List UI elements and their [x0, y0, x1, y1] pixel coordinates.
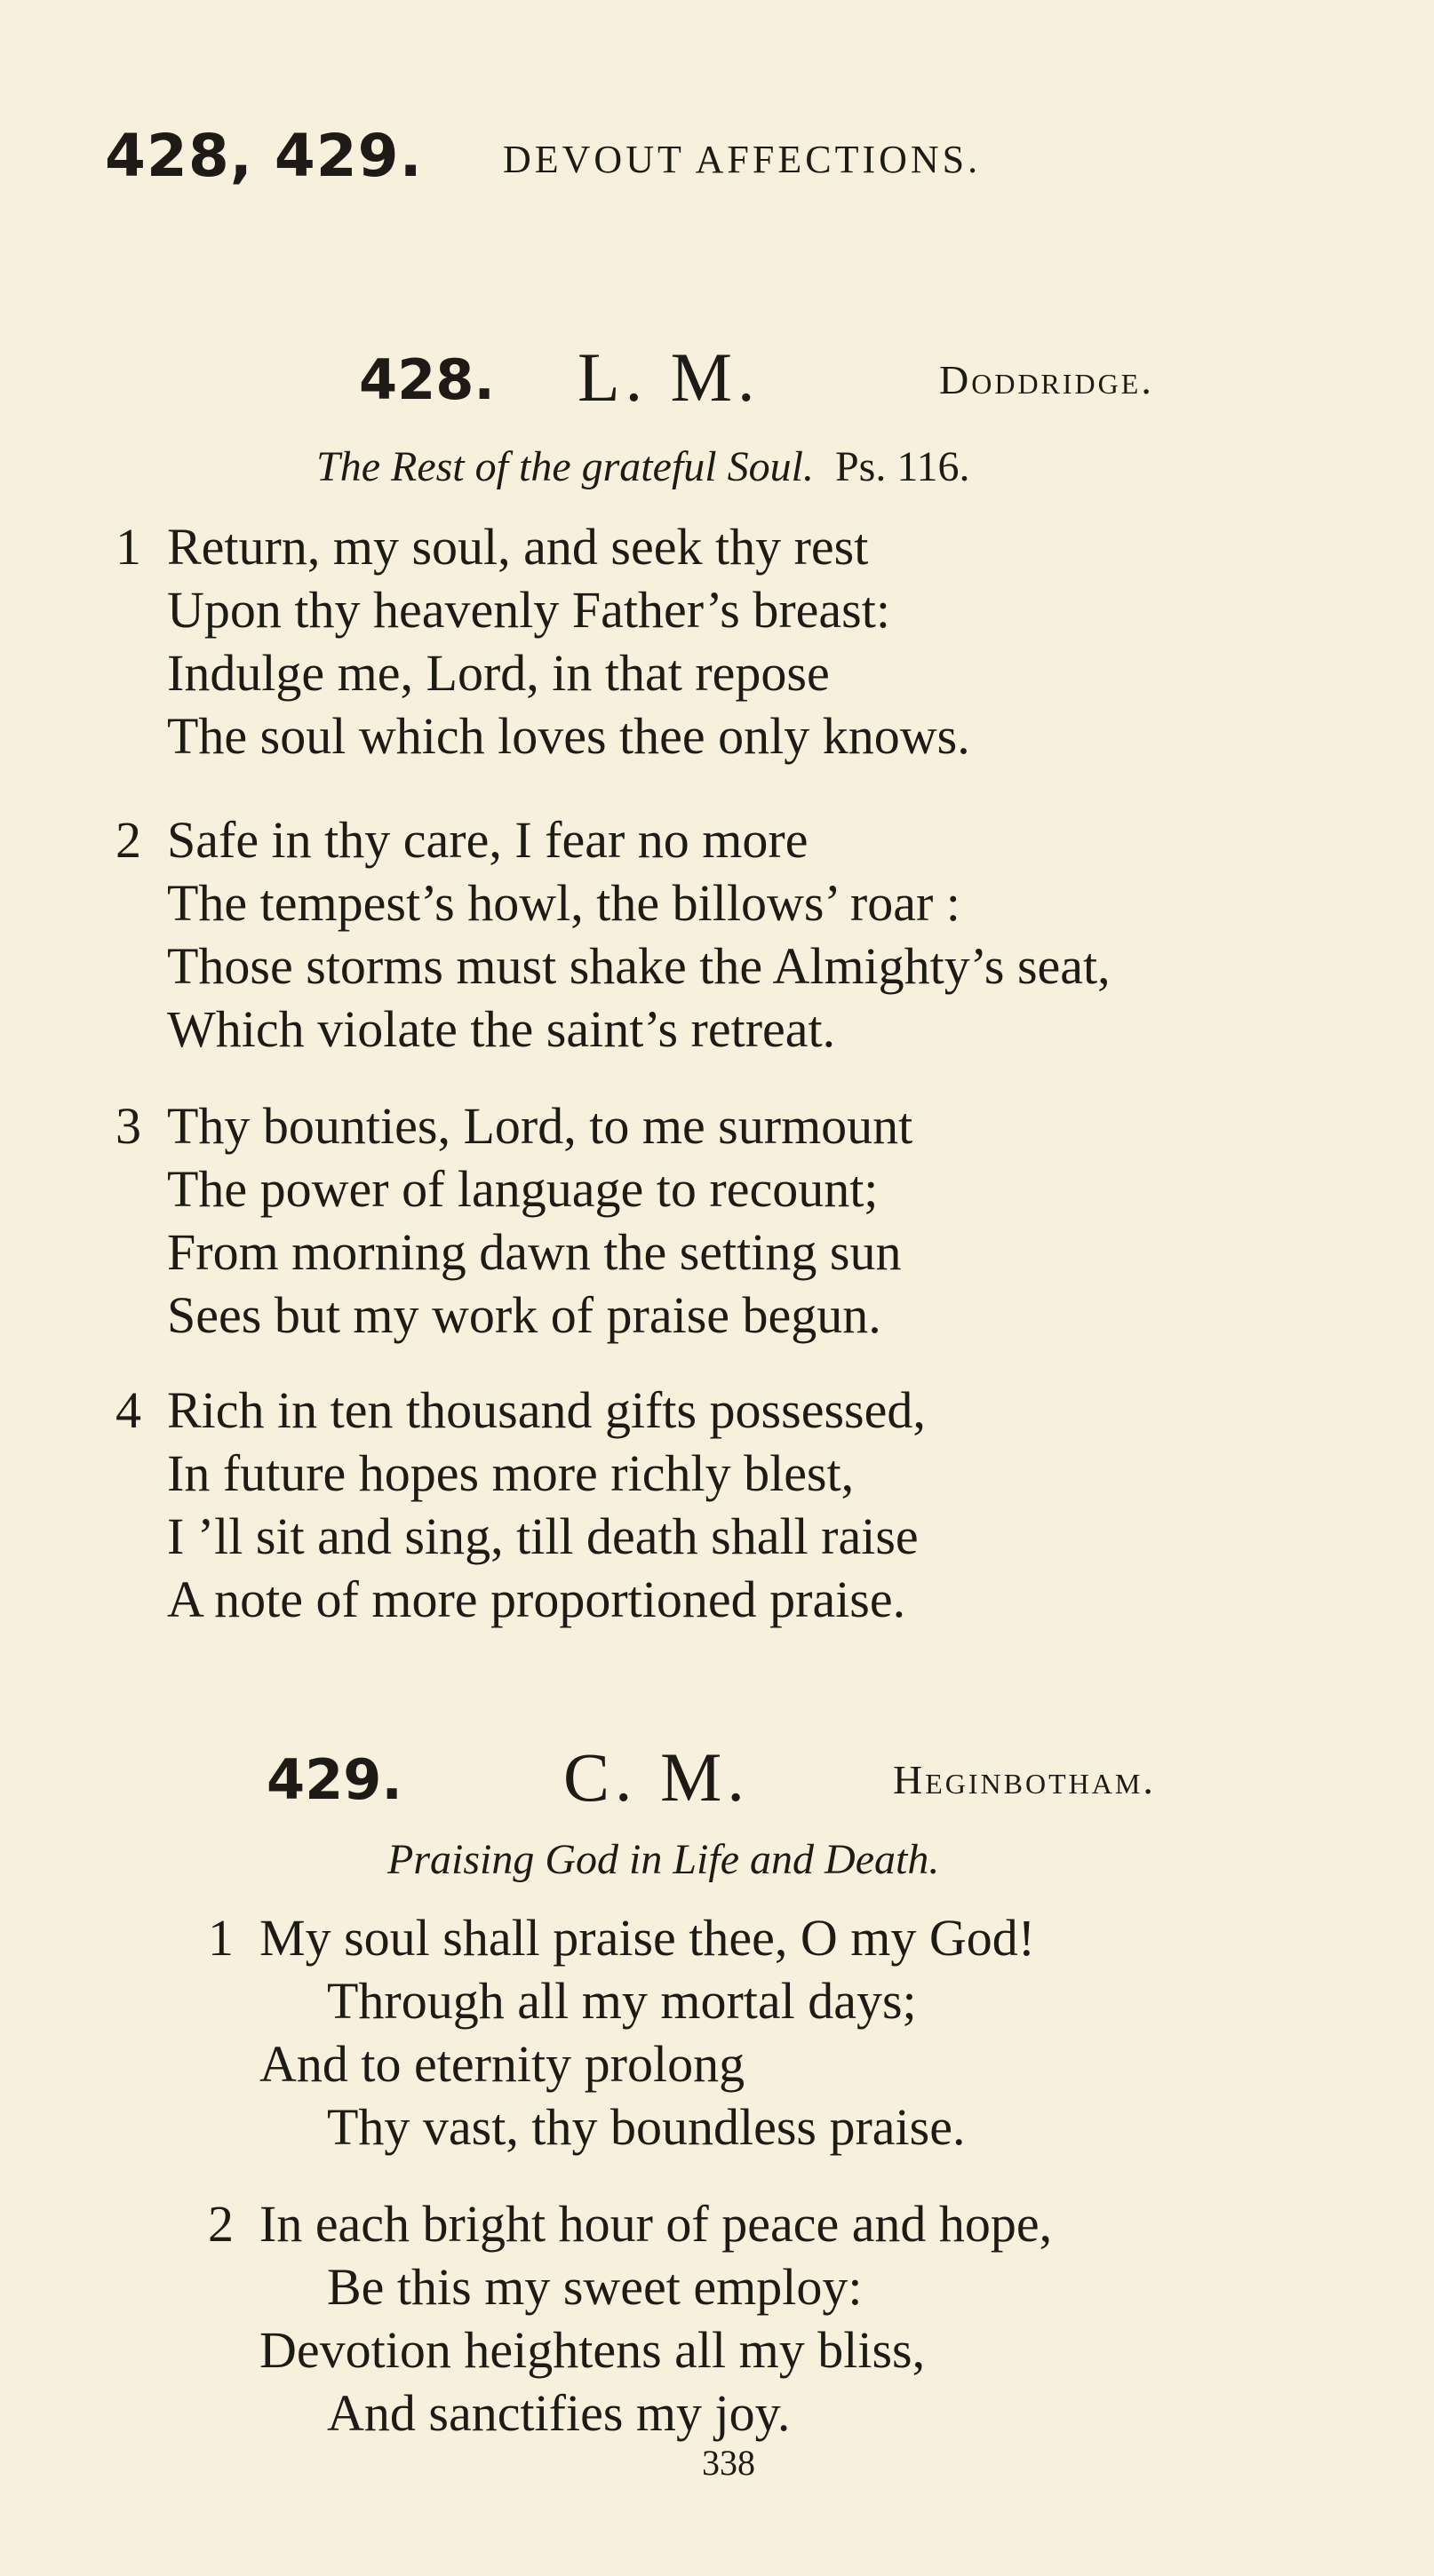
- stanza: [116, 1094, 913, 1347]
- verse-line: Devotion heightens all my bliss,: [259, 2321, 926, 2379]
- page-number: 338: [702, 2443, 755, 2483]
- verse-line: Through all my mortal days;: [327, 1972, 917, 2030]
- verse-line: 1 Return, my soul, and seek thy rest: [167, 515, 970, 578]
- hymn-author: Doddridge.: [939, 357, 1154, 402]
- verse-line: 3 Thy bounties, Lord, to me surmount: [167, 1094, 912, 1157]
- stanza-number: 1: [208, 1909, 234, 1967]
- verse-line: From morning dawn the setting sun: [167, 1223, 902, 1281]
- verse-line: Which violate the saint’s retreat.: [167, 1000, 836, 1058]
- verse-line: Indulge me, Lord, in that repose: [167, 644, 830, 702]
- hymn-subtitle-text: Praising God in Life and Death.: [387, 1836, 940, 1883]
- running-head-numbers: 428, 429.: [105, 122, 423, 190]
- hymn-subtitle: [387, 1833, 939, 1887]
- stanza: [116, 808, 1111, 1061]
- verse-line: And to eternity prolong: [259, 2035, 745, 2093]
- hymn-number: 429.: [267, 1747, 402, 1812]
- verse-line: 1 My soul shall praise thee, O my God!: [259, 1906, 1035, 1969]
- verse-line: I ’ll sit and sing, till death shall raise: [167, 1507, 919, 1565]
- stanza-number: 4: [116, 1381, 141, 1439]
- hymn-author: Heginbotham.: [893, 1757, 1156, 1802]
- verse-line: A note of more proportioned praise.: [167, 1570, 906, 1628]
- stanza: [208, 1906, 1036, 2159]
- verse-line: And sanctifies my joy.: [327, 2384, 791, 2442]
- verse-line: The tempest’s howl, the billows’ roar :: [167, 874, 960, 932]
- stanza-number: 2: [116, 811, 141, 869]
- stanza-number: 3: [116, 1097, 141, 1155]
- stanza: [116, 515, 970, 767]
- stanza-number: 1: [116, 518, 141, 576]
- verse-line: Those storms must shake the Almighty’s seat,: [167, 937, 1111, 995]
- hymn-subtitle: [316, 441, 970, 494]
- verse-line: 2 Safe in thy care, I fear no more: [167, 808, 1111, 871]
- hymn-subtitle-ref: Ps. 116.: [834, 443, 970, 490]
- stanza: [208, 2192, 1053, 2445]
- verse-line: 4 Rich in ten thousand gifts possessed,: [167, 1379, 926, 1442]
- hymn-meter: C. M.: [563, 1738, 750, 1816]
- running-head-title: DEVOUT AFFECTIONS.: [503, 138, 982, 181]
- verse-line: 2 In each bright hour of peace and hope,: [259, 2192, 1052, 2255]
- hymn-meter: L. M.: [578, 338, 761, 416]
- verse-line: Thy vast, thy boundless praise.: [327, 2098, 966, 2156]
- hymn-number: 428.: [359, 347, 495, 412]
- verse-line: The power of language to recount;: [167, 1160, 879, 1218]
- verse-line: In future hopes more richly blest,: [167, 1444, 855, 1502]
- verse-line: Upon thy heavenly Father’s breast:: [167, 581, 890, 639]
- verse-line: The soul which loves thee only knows.: [167, 707, 970, 765]
- verse-line: Sees but my work of praise begun.: [167, 1286, 881, 1344]
- hymn-subtitle-text: The Rest of the grateful Soul.: [316, 443, 814, 490]
- verse-line: Be this my sweet employ:: [327, 2258, 863, 2316]
- stanza-number: 2: [208, 2195, 234, 2253]
- stanza: [116, 1379, 926, 1631]
